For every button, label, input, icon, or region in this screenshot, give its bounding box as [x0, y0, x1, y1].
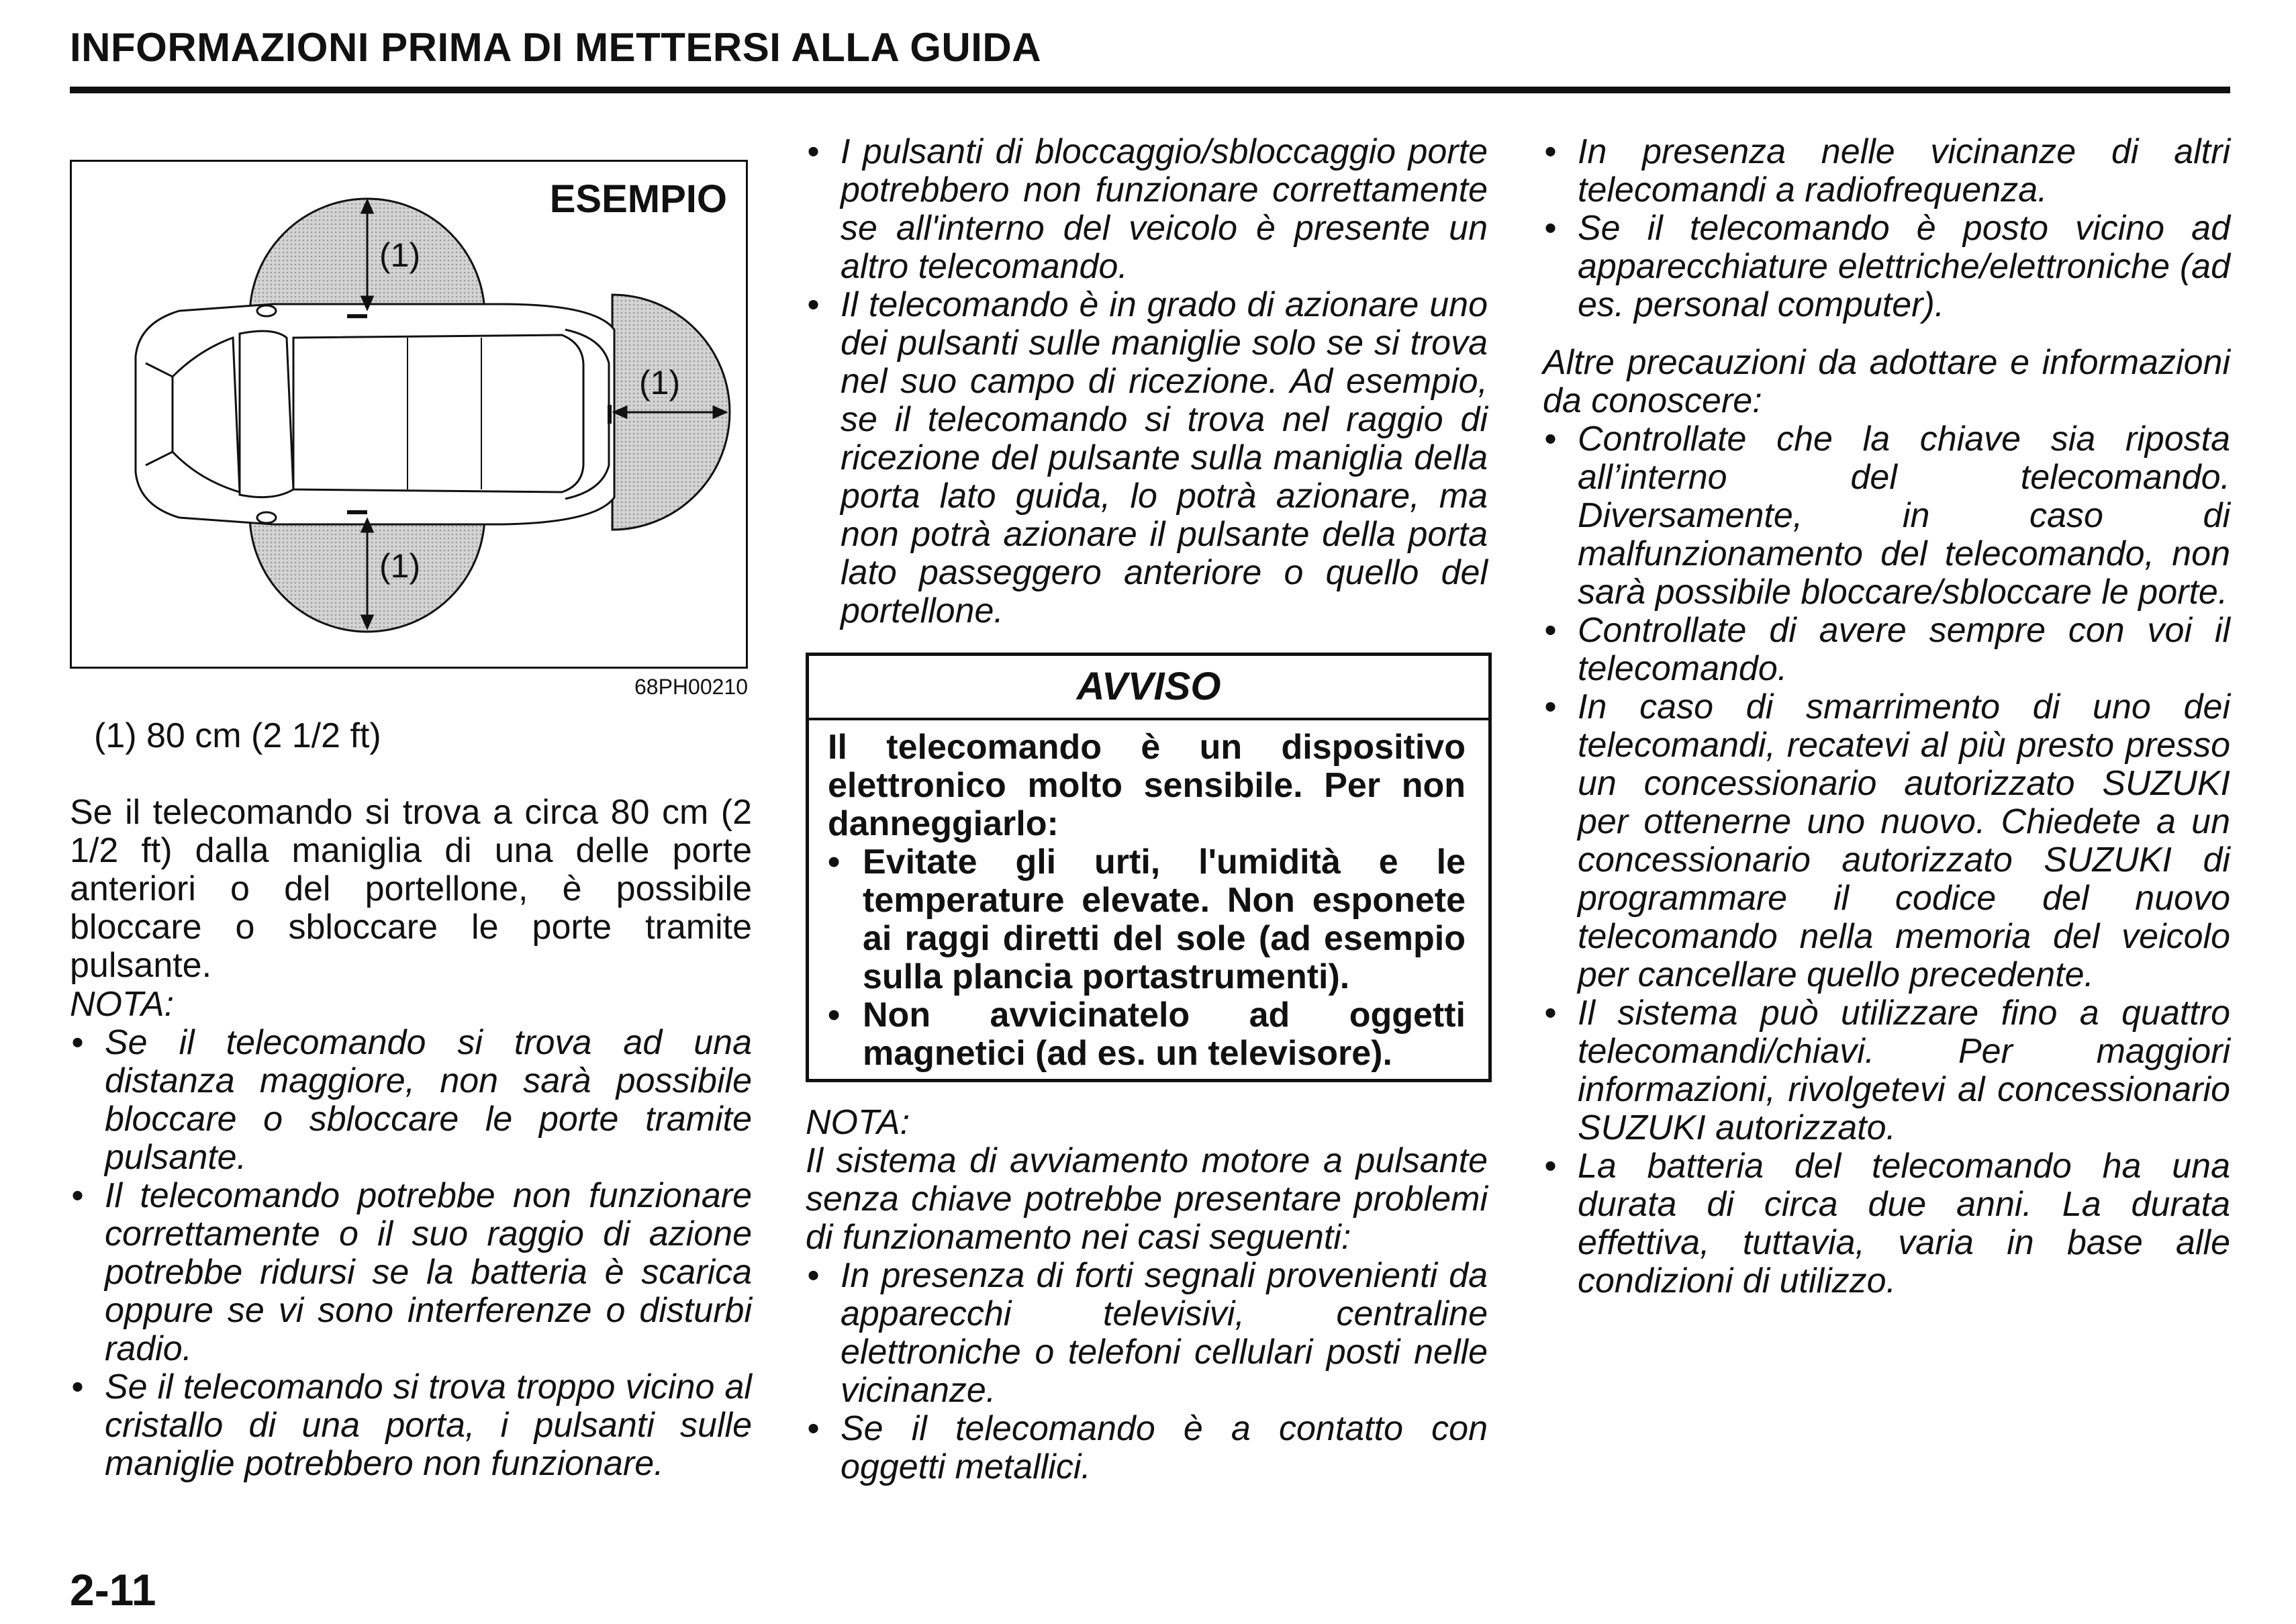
list-item: • Il telecomando potrebbe non funzionare correttamente o il suo raggio di azione potrebbe ridursi se la batteria è scarica oppure se vi sono interferenze o disturbi radio.: [70, 1177, 752, 1368]
list-item: • Il sistema può utilizzare fino a quattro telecomandi/chiavi. Per maggiori informazioni, rivolgetevi al concessionario SUZUKI autorizzato.: [1543, 994, 2230, 1147]
list-item: • Se il telecomando si trova ad una distanza maggiore, non sarà possibile bloccare o sbloccare le porte tramite pulsante.: [70, 1024, 752, 1177]
list-item: • I pulsanti di bloccaggio/sbloccaggio porte potrebbero non funzionare correttamente se all'interno del veicolo è presente un altro telecomando.: [806, 133, 1488, 286]
tailgate-handle: [608, 405, 612, 424]
middle-nota-list: [806, 1257, 1488, 1486]
right-list: [1543, 420, 2230, 1300]
page-title: INFORMAZIONI PRIMA DI METTERSI ALLA GUIDA: [70, 25, 1042, 70]
list-item: • Evitate gli urti, l'umidità e le temperature elevate. Non esponete ai raggi diretti del sole (ad esempio sulla plancia portastrumenti).: [828, 843, 1466, 996]
range-label-rear: (1): [639, 364, 681, 401]
right-paragraph: Altre precauzioni da adottare e informazioni da conoscere:: [1543, 343, 2230, 420]
left-nota-label: NOTA:: [70, 985, 175, 1024]
range-label-bottom: (1): [379, 547, 421, 585]
list-item: • Controllate di avere sempre con voi il telecomando.: [1543, 612, 2230, 688]
list-item: • Il telecomando è in grado di azionare uno dei pulsanti sulle maniglie solo se si trova nel suo campo di ricezione. Ad esempio, se il telecomando si trova nel raggio di ricezione del pulsante sulla maniglia della porta lato guida, lo potrà azionare, ma non potrà azionare il pulsante della porta lato passeggero anteriore o quello del portellone.: [806, 286, 1488, 630]
list-item: • Controllate che la chiave sia riposta all’interno del telecomando. Diversamente, in caso di malfunzionamento del telecomando, non sarà possibile bloccare/sbloccare le porte.: [1543, 420, 2230, 612]
list-item: • Non avvicinatelo ad oggetti magnetici (ad es. un televisore).: [828, 996, 1466, 1073]
warning-box: [806, 653, 1492, 1082]
header-rule: [70, 87, 2230, 93]
left-paragraph: Se il telecomando si trova a circa 80 cm (2 1/2 ft) dalla maniglia di una delle porte anteriori o del portellone, è possibile bloccare o sbloccare le porte tramite pulsante.: [70, 793, 752, 985]
warning-list: [828, 843, 1466, 1073]
warning-intro: Il telecomando è un dispositivo elettronico molto sensibile. Per non danneggiarlo:: [828, 728, 1466, 843]
list-item: • In caso di smarrimento di uno dei telecomandi, recatevi al più presto presso un concessionario autorizzato SUZUKI per ottenerne uno nuovo. Chiedete a un concessionario autorizzato SUZUKI di programmare il codice del nuovo telecomando nella memoria del veicolo per cancellare quello precedente.: [1543, 688, 2230, 994]
list-item: • Se il telecomando è a contatto con oggetti metallici.: [806, 1410, 1488, 1486]
list-item: • In presenza nelle vicinanze di altri telecomandi a radiofrequenza.: [1543, 133, 2230, 209]
middle-nota-label: NOTA:: [806, 1103, 910, 1142]
warning-body: [828, 728, 1466, 1073]
middle-top-list: [806, 133, 1488, 630]
range-label-top: (1): [379, 236, 421, 274]
front-door-handle-bottom: [347, 510, 367, 514]
front-door-handle-top: [347, 314, 367, 318]
figure-box: [70, 160, 748, 669]
figure-legend: (1) 80 cm (2 1/2 ft): [94, 716, 381, 755]
middle-nota-intro: Il sistema di avviamento motore a pulsante senza chiave potrebbe presentare problemi di funzionamento nei casi seguenti:: [806, 1141, 1488, 1257]
car-outline: [136, 304, 614, 524]
figure-code: 68PH00210: [634, 675, 748, 699]
right-top-list: [1543, 133, 2230, 324]
list-item: • In presenza di forti segnali provenienti da apparecchi televisivi, centraline elettroniche o telefoni cellulari posti nelle vicinanze.: [806, 1257, 1488, 1410]
figure-title: ESEMPIO: [549, 177, 727, 221]
page-number: 2-11: [70, 1565, 156, 1615]
list-item: • La batteria del telecomando ha una durata di circa due anni. La durata effettiva, tuttavia, varia in base alle condizioni di utilizzo.: [1543, 1147, 2230, 1300]
warning-title: AVVISO: [809, 656, 1488, 720]
list-item: • Se il telecomando è posto vicino ad apparecchiature elettriche/elettroniche (ad es. personal computer).: [1543, 209, 2230, 324]
left-nota-list: [70, 1024, 752, 1483]
list-item: • Se il telecomando si trova troppo vicino al cristallo di una porta, i pulsanti sulle maniglie potrebbero non funzionare.: [70, 1368, 752, 1483]
